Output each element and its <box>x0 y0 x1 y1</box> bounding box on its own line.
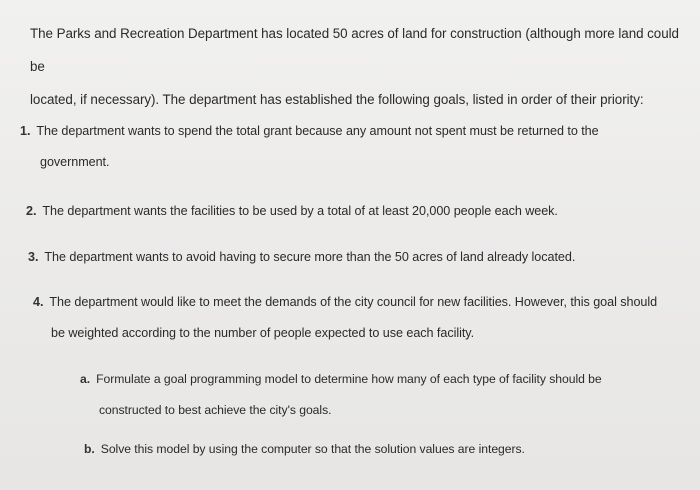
goal-item-4 <box>33 287 683 349</box>
goal-2-line-1: The department wants the facilities to be used by a total of at least 20,000 people each week. <box>42 204 558 218</box>
goal-3-line-1: The department wants to avoid having to secure more than the 50 acres of land already located. <box>44 250 576 264</box>
intro-paragraph <box>30 17 695 116</box>
goal-number-1: 1. <box>20 124 31 138</box>
subquestion-a <box>80 364 680 426</box>
goal-number-3: 3. <box>28 250 39 264</box>
subquestion-letter-b: b. <box>84 442 95 456</box>
goal-4-line-1: The department would like to meet the demands of the city council for new facilities. However, this goal should <box>49 295 658 309</box>
goal-item-3 <box>28 242 688 273</box>
subquestion-a-line-2: constructed to best achieve the city's goals. <box>99 403 332 417</box>
subquestion-letter-a: a. <box>80 372 91 386</box>
goal-1-line-1: The department wants to spend the total grant because any amount not spent must be returned to the <box>36 124 599 138</box>
goal-number-2: 2. <box>26 204 37 218</box>
goal-item-2 <box>26 196 686 227</box>
intro-line-1: The Parks and Recreation Department has located 50 acres of land for construction (although more land could be <box>30 26 679 74</box>
subquestion-b <box>84 434 684 465</box>
goal-1-line-2: government. <box>40 155 110 169</box>
intro-line-2: located, if necessary). The department has established the following goals, listed in order of their priority: <box>30 92 644 107</box>
goal-number-4: 4. <box>33 295 44 309</box>
subquestion-a-line-1: Formulate a goal programming model to determine how many of each type of facility should be <box>96 372 602 386</box>
goal-4-line-2: be weighted according to the number of people expected to use each facility. <box>51 326 475 340</box>
subquestion-b-line-1: Solve this model by using the computer so that the solution values are integers. <box>100 442 525 456</box>
goal-item-1 <box>20 116 680 178</box>
